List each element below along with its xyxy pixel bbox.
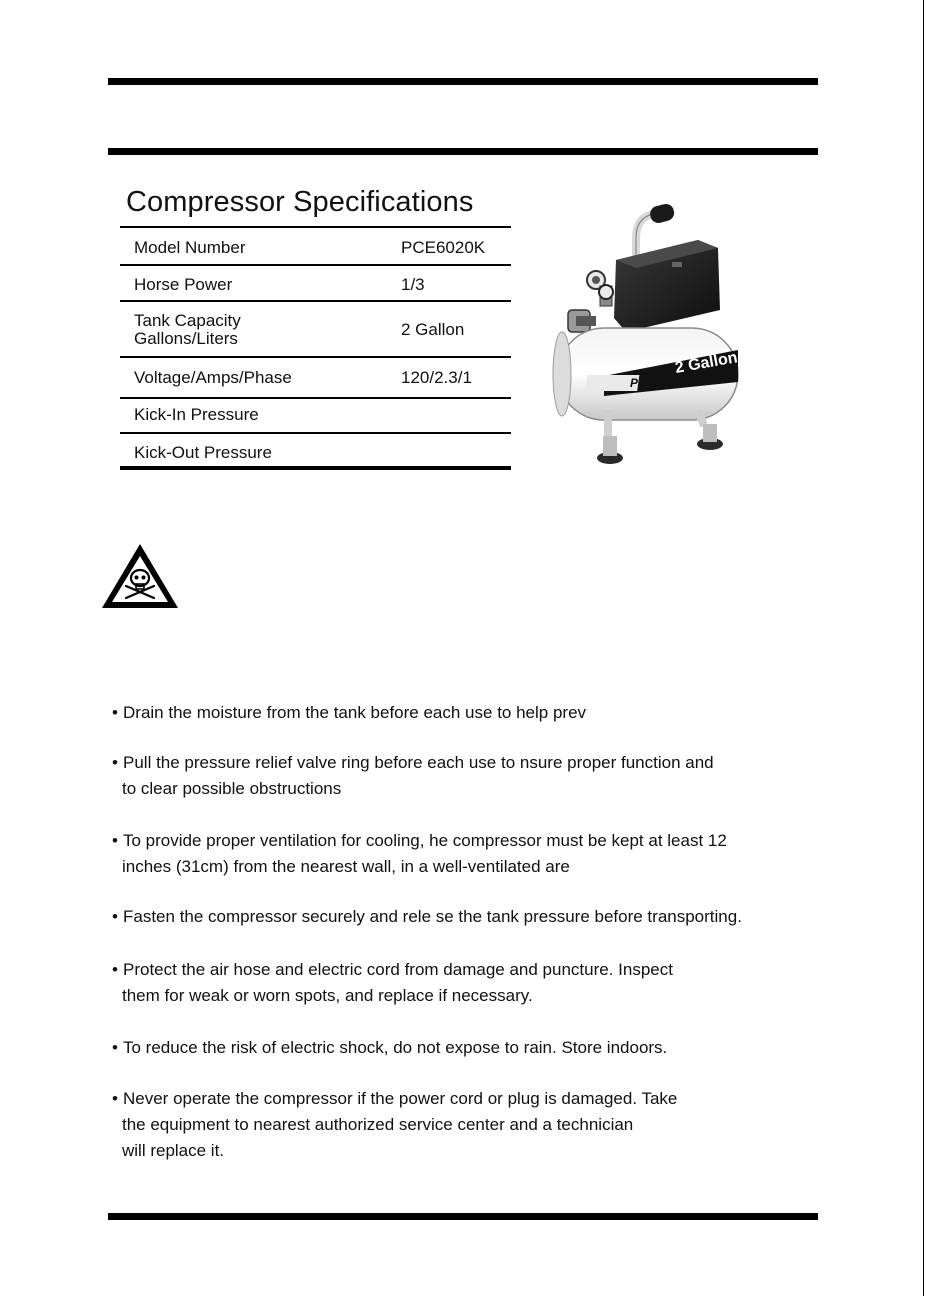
spec-value: 120/2.3/1 (401, 368, 472, 387)
spec-value: PCE6020K (401, 238, 486, 257)
spec-label: Kick-Out Pressure (134, 443, 272, 462)
bullet-text-continued: to clear possible obstructions (122, 779, 342, 798)
bullet-text-continued: inches (31cm) from the nearest wall, in a well-ventilated are (122, 857, 570, 876)
capacity-badge-text: 2 Gallon (673, 349, 739, 377)
spec-row-voltage (120, 358, 511, 397)
spec-rule-bottom (120, 466, 511, 470)
spec-label: Kick-In Pressure (134, 405, 259, 424)
spec-row-horse-power (120, 266, 511, 300)
skull-crossbones-warning-icon (100, 542, 180, 612)
bullet-marker: • (112, 907, 118, 926)
brand-logo-text: Pulsar (630, 376, 667, 390)
header-rule-top (108, 78, 818, 85)
spec-label: Voltage/Amps/Phase (134, 368, 292, 387)
spec-table (120, 226, 511, 470)
list-item (112, 1086, 677, 1164)
list-item (112, 1035, 667, 1061)
bullet-marker: • (112, 703, 118, 722)
bullet-marker: • (112, 753, 118, 772)
bullet-text-continued: them for weak or worn spots, and replace if necessary. (122, 986, 533, 1005)
list-item (112, 750, 714, 802)
footer-rule (108, 1213, 818, 1220)
spec-title: Compressor Specifications (126, 186, 474, 218)
list-item (112, 904, 742, 930)
header-rule-bottom (108, 148, 818, 155)
bullet-marker: • (112, 831, 118, 850)
spec-value: 2 Gallon (401, 320, 465, 339)
spec-label-secondary: Gallons/Liters (134, 329, 238, 348)
spec-label: Model Number (134, 238, 246, 257)
bullet-text: To provide proper ventilation for cooling, he compressor must be kept at least 12 (123, 831, 727, 850)
bullet-text-continued: will replace it. (122, 1141, 225, 1160)
list-item (112, 957, 673, 1009)
bullet-text: To reduce the risk of electric shock, do not expose to rain. Store indoors. (123, 1038, 668, 1057)
bullet-text: Protect the air hose and electric cord from damage and puncture. Inspect (123, 960, 673, 979)
page-edge-line (923, 0, 924, 1296)
air-compressor-image (548, 200, 748, 480)
spec-row-kick-out-pressure (120, 434, 511, 466)
bullet-text-continued: the equipment to nearest authorized service center and a technician (122, 1115, 634, 1134)
list-item (112, 828, 727, 880)
spec-value: 1/3 (401, 275, 425, 294)
bullet-marker: • (112, 1089, 118, 1108)
list-item (112, 700, 586, 726)
bullet-marker: • (112, 960, 118, 979)
spec-row-model-number (120, 228, 511, 264)
bullet-marker: • (112, 1038, 118, 1057)
bullet-text: Never operate the compressor if the power cord or plug is damaged. Take (123, 1089, 678, 1108)
bullet-text: Drain the moisture from the tank before each use to help prev (123, 703, 587, 722)
spec-label: Horse Power (134, 275, 233, 294)
bullet-text: Fasten the compressor securely and rele se the tank pressure before transporting. (123, 907, 742, 926)
spec-row-tank-capacity (120, 302, 511, 356)
spec-row-kick-in-pressure (120, 399, 511, 432)
bullet-text: Pull the pressure relief valve ring before each use to nsure proper function and (123, 753, 714, 772)
spec-label: Tank Capacity (134, 311, 241, 330)
